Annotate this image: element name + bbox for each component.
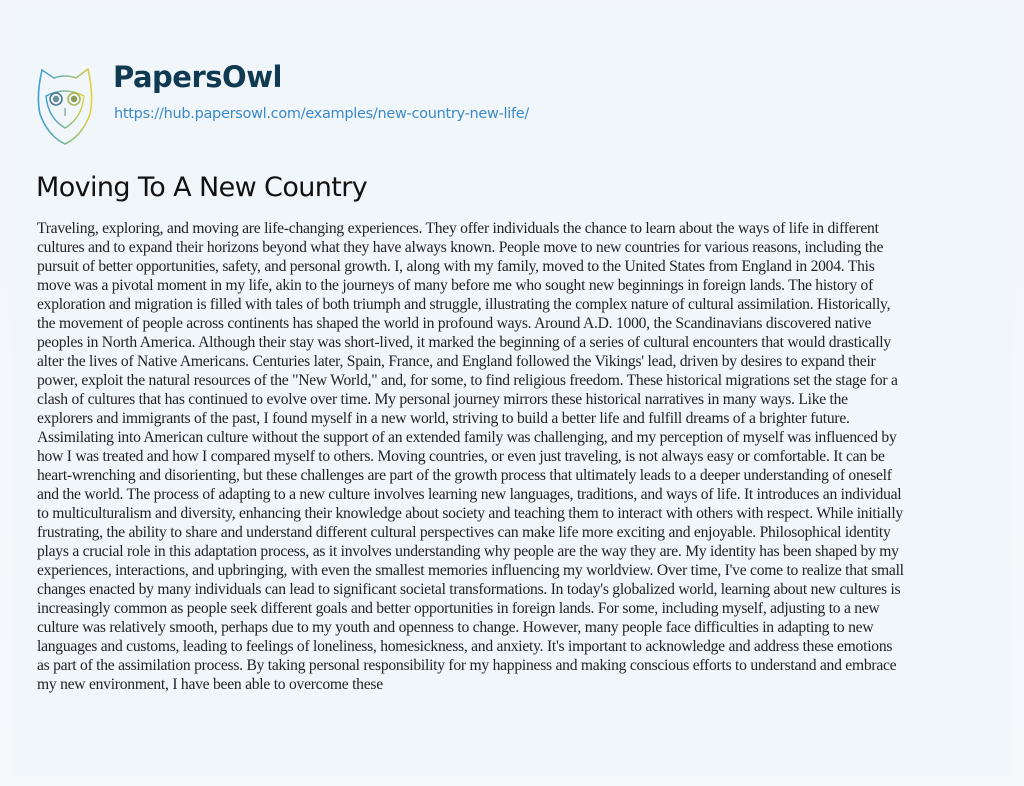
text-line: move was a pivotal moment in my life, akin to the journeys of many before me who sought new beginnings in foreign lands. The history of <box>37 277 874 294</box>
text-line: as part of the assimilation process. By taking personal responsibility for my happiness and making conscious efforts to understand and embrace <box>37 657 897 674</box>
text-line: plays a crucial role in this adaptation process, as it involves understanding why people are the way they are. My identity has been shaped by my <box>37 543 899 560</box>
text-line: pursuit of better opportunities, safety, and personal growth. I, along with my family, moved to the United States from England in 2004. This <box>37 258 875 275</box>
text-line: explorers and immigrants of the past, I found myself in a new world, striving to build a better life and fulfill dreams of a brighter future. <box>37 410 850 427</box>
text-line: culture was relatively smooth, perhaps due to my youth and openness to change. However, many people face difficulties in adapting to new <box>37 619 874 636</box>
text-line: languages and customs, leading to feelings of loneliness, homesickness, and anxiety. It's important to acknowledge and address these emotions <box>37 638 893 655</box>
text-line: heart-wrenching and disorienting, but these challenges are part of the growth process that ultimately leads to a deeper understanding of oneself <box>37 467 892 484</box>
text-line: alter the lives of Native Americans. Centuries later, Spain, France, and England followed the Vikings' lead, driven by desires to expand their <box>37 353 876 370</box>
text-line: frustrating, the ability to share and understand different cultural perspectives can make life more exciting and enjoyable. Philosophical identity <box>37 524 891 541</box>
brand-name: PapersOwl <box>113 60 282 94</box>
source-url-link[interactable]: https://hub.papersowl.com/examples/new-country-new-life/ <box>114 106 529 122</box>
text-line: and the world. The process of adapting to a new culture involves learning new languages, traditions, and ways of life. It introduces an individual <box>37 486 902 503</box>
text-line: cultures and to expand their horizons beyond what they have always known. People move to new countries for various reasons, including the <box>37 239 884 256</box>
text-line: power, exploit the natural resources of the "New World," and, for some, to find religious freedom. These historical migrations set the stage for a <box>37 372 898 389</box>
text-line: exploration and migration is filled with tales of both triumph and struggle, illustrating the complex nature of cultural assimilation. Historically, <box>37 296 891 313</box>
text-line: increasingly common as people seek different goals and better opportunities in foreign lands. For some, including myself, adjusting to a new <box>37 600 880 617</box>
text-line: clash of cultures that has continued to evolve over time. My personal journey mirrors these historical narratives in many ways. Like the <box>37 391 848 408</box>
owl-logo-icon <box>36 66 94 148</box>
text-line: my new environment, I have been able to overcome these <box>37 676 383 693</box>
text-line: how I was treated and how I compared myself to others. Moving countries, or even just traveling, is not always easy or comfortable. It can be <box>37 448 885 465</box>
text-line: Assimilating into American culture without the support of an extended family was challenging, and my perception of myself was influenced by <box>37 429 897 446</box>
text-line: changes enacted by many individuals can lead to significant societal transformations. In today's globalized world, learning about new cultures is <box>37 581 901 598</box>
text-line: experiences, interactions, and upbringing, with even the smallest memories influencing my worldview. Over time, I've come to realize that small <box>37 562 904 579</box>
page-title: Moving To A New Country <box>36 172 368 203</box>
text-line: peoples in North America. Although their stay was short-lived, it marked the beginning of a series of cultural encounters that would drastically <box>37 334 891 351</box>
essay-body <box>37 219 904 694</box>
text-line: to multiculturalism and diversity, enhancing their knowledge about society and teaching them to interact with others with respect. While initially <box>37 505 903 522</box>
text-line: the movement of people across continents has shaped the world in profound ways. Around A.D. 1000, the Scandinavians discovered native <box>37 315 872 332</box>
text-line: Traveling, exploring, and moving are life-changing experiences. They offer individuals the chance to learn about the ways of life in different <box>37 220 879 237</box>
